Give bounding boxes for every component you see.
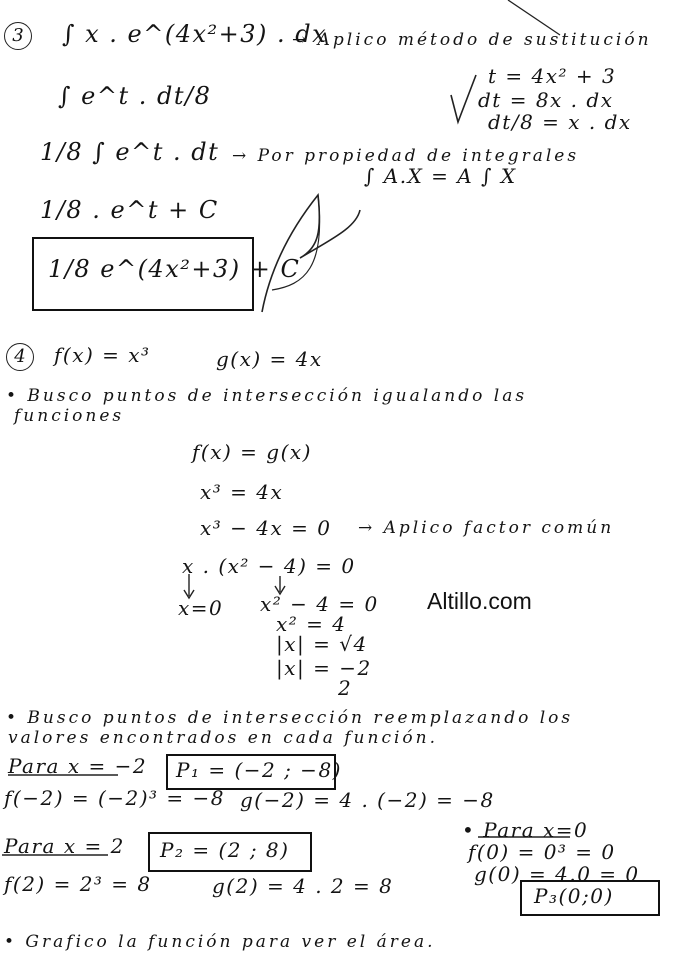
root-step-2: x² = 4 xyxy=(276,612,347,636)
g-definition: g(x) = 4x xyxy=(216,347,323,371)
busco-2-line-2: valores encontrados en cada función. xyxy=(8,728,439,748)
grafico-note: • Grafico la función para ver el área. xyxy=(4,932,436,952)
equation-1: f(x) = g(x) xyxy=(192,440,312,464)
g-at-2: g(2) = 4 . 2 = 8 xyxy=(212,874,394,898)
f-at-0: f(0) = 0³ = 0 xyxy=(468,840,616,864)
root-step-3: |x| = √4 xyxy=(276,632,368,656)
para-x-2: Para x = 2 xyxy=(4,834,125,858)
equation-2: x³ = 4x xyxy=(200,480,284,504)
factored-equation: x . (x² − 4) = 0 xyxy=(182,554,356,578)
result: 1/8 e^(4x²+3) + C xyxy=(48,255,301,283)
root-step-4: |x| = −2 xyxy=(276,656,372,680)
substitution-dt: dt = 8x . dx xyxy=(478,88,614,112)
property-formula: ∫ A.X = A ∫ X xyxy=(364,164,517,188)
f-at-neg2: f(−2) = (−2)³ = −8 xyxy=(4,786,226,810)
root-x0: x=0 xyxy=(178,596,224,620)
point-p2: P₂ = (2 ; 8) xyxy=(160,838,290,862)
point-p3: P₃(0;0) xyxy=(534,884,614,908)
f-definition: f(x) = x³ xyxy=(54,343,151,367)
method-note: → Aplico método de sustitución xyxy=(292,30,652,50)
g-at-0: g(0) = 4.0 = 0 xyxy=(474,862,640,886)
step-3: 1/8 . e^t + C xyxy=(40,196,219,224)
check-mark xyxy=(451,75,476,122)
step-1: ∫ e^t . dt/8 xyxy=(58,82,212,110)
root-step-5: 2 xyxy=(338,676,353,700)
problem-3-number: 3 xyxy=(4,22,32,50)
g-at-neg2: g(−2) = 4 . (−2) = −8 xyxy=(240,788,495,812)
step-2: 1/8 ∫ e^t . dt xyxy=(40,138,220,166)
watermark: Altillo.com xyxy=(427,588,532,614)
equation-3: x³ − 4x = 0 xyxy=(200,516,332,540)
busco-1-line-2: funciones xyxy=(14,406,125,426)
factor-note: → Aplico factor común xyxy=(358,518,615,538)
para-x-0: • Para x=0 xyxy=(462,818,589,842)
problem-4-number: 4 xyxy=(6,343,34,371)
problem-3-integral: ∫ x . e^(4x²+3) . dx xyxy=(62,20,328,48)
f-at-2: f(2) = 2³ = 8 xyxy=(4,872,152,896)
substitution-t: t = 4x² + 3 xyxy=(488,64,617,88)
substitution-dt8: dt/8 = x . dx xyxy=(488,110,632,134)
point-p1: P₁ = (−2 ; −8) xyxy=(176,758,342,782)
signature-flourish xyxy=(262,195,360,312)
para-x-neg2: Para x = −2 xyxy=(8,754,148,778)
property-note: → Por propiedad de integrales xyxy=(232,146,580,166)
busco-1-line-1: • Busco puntos de intersección igualando las xyxy=(6,386,528,406)
busco-2-line-1: • Busco puntos de intersección reemplazando los xyxy=(6,708,574,728)
root-step-1: x² − 4 = 0 xyxy=(260,592,379,616)
